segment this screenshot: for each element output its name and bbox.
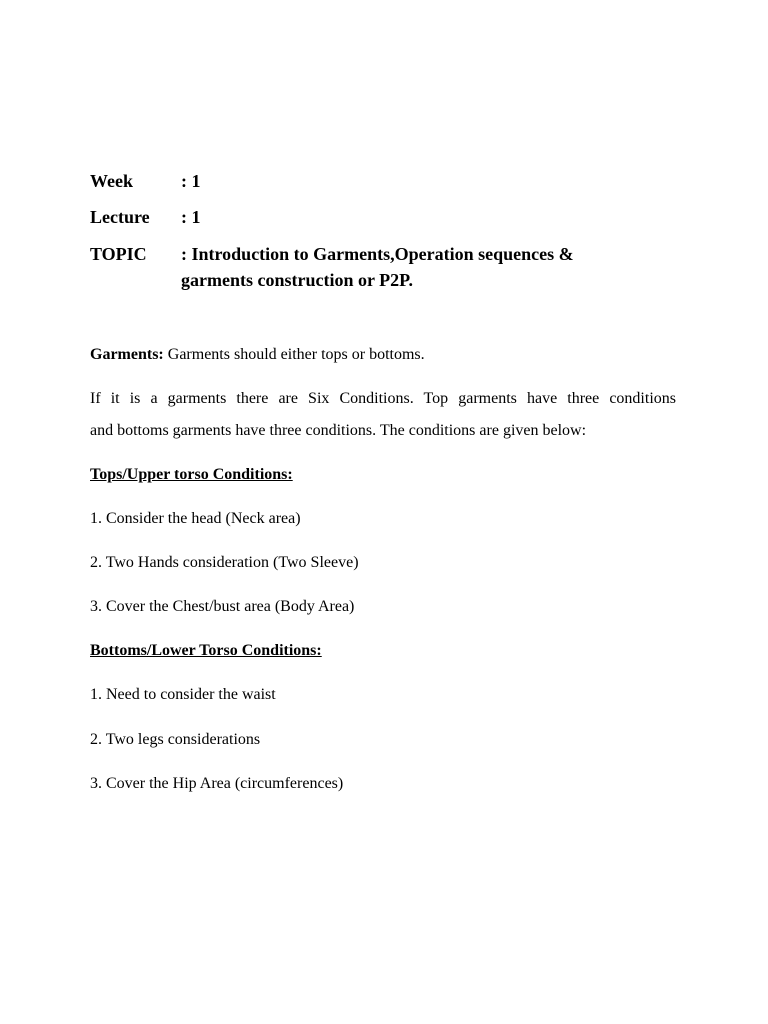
tops-item: 2. Two Hands consideration (Two Sleeve) [90,554,359,571]
conditions-paragraph [90,389,676,409]
topic-value-line-1: : Introduction to Garments,Operation sequences & [181,244,574,264]
conditions-paragraph-2 [90,421,676,441]
garments-definition [90,345,676,365]
conditions-line-1: If it is a garments there are Six Conditions. Top garments have three conditions [90,390,676,407]
topic-value [181,241,651,293]
lecture-label: Lecture [90,207,150,227]
tops-heading: Tops/Upper torso Conditions: [90,466,293,483]
week-label: Week [90,171,133,191]
bottoms-item: 2. Two legs considerations [90,731,261,748]
bottoms-item: 3. Cover the Hip Area (circumferences) [90,775,344,792]
garments-label: Garments: [90,346,164,363]
tops-item: 3. Cover the Chest/bust area (Body Area) [90,598,355,615]
topic-value-line-2: garments construction or P2P. [181,270,413,290]
conditions-line-2: and bottoms garments have three conditions. The conditions are given below: [90,422,587,439]
garments-text: Garments should either tops or bottoms. [163,346,425,363]
bottoms-item: 1. Need to consider the waist [90,686,276,703]
topic-label: TOPIC [90,244,147,264]
bottoms-heading: Bottoms/Lower Torso Conditions: [90,642,322,659]
lecture-value: : 1 [181,207,201,227]
week-value: : 1 [181,171,201,191]
tops-item: 1. Consider the head (Neck area) [90,510,301,527]
